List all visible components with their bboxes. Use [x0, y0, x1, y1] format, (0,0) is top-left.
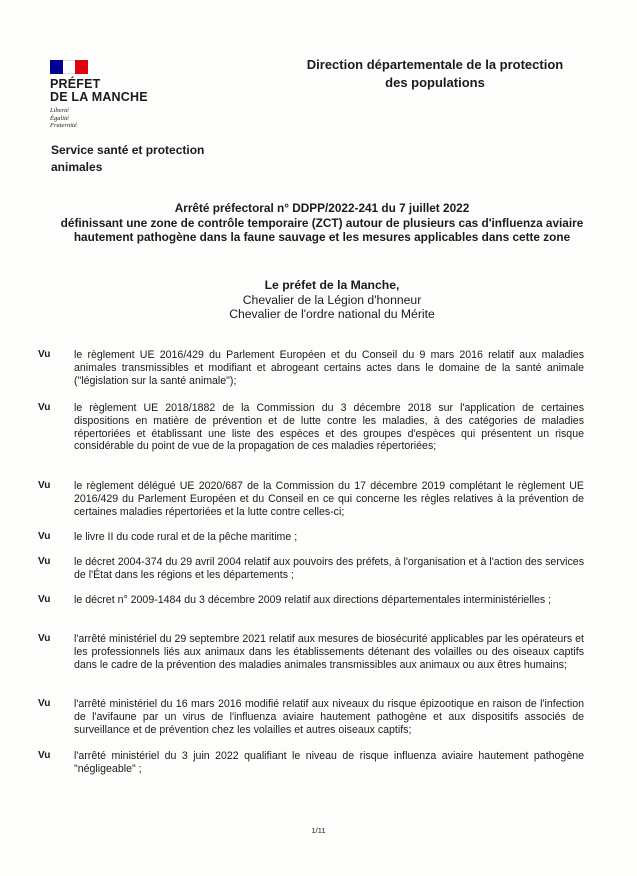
vu-keyword: Vu [38, 402, 51, 413]
vu-item [38, 349, 584, 387]
vu-item [38, 531, 584, 544]
vu-text: l'arrêté ministériel du 3 juin 2022 qualifiant le niveau de risque influenza aviaire hautement pathogène "négligeable" ; [74, 750, 584, 775]
vu-text: le décret 2004-374 du 29 avril 2004 relatif aux pouvoirs des préfets, à l'organisation et à l'action des services de l'État dans les régions et les départements ; [74, 556, 584, 581]
vu-keyword: Vu [38, 698, 51, 709]
vu-item [38, 480, 584, 518]
prefet-name: Le préfet de la Manche, [264, 278, 400, 292]
vu-text: le décret n° 2009-1484 du 3 décembre 2009 relatif aux directions départementales interministérielles ; [74, 594, 552, 606]
devise [50, 107, 170, 130]
arrete-subject: définissant une zone de contrôle temporaire (ZCT) autour de plusieurs cas d'influenza aviaire hautement pathogène dans la faune sauvage et les mesures applicables dans cette zone [60, 215, 584, 244]
vu-item [38, 633, 584, 671]
vu-item [38, 698, 584, 736]
vu-item [38, 594, 584, 607]
vu-text: le règlement délégué UE 2020/687 de la Commission du 17 décembre 2019 complétant le règlement UE 2016/429 du Parlement Européen et du Conseil en ce qui concerne les règles relatives à la prévention de certaines maladies répertoriées et la lutte contre celles-ci; [74, 480, 584, 518]
vu-keyword: Vu [38, 480, 51, 491]
vu-text: le règlement UE 2016/429 du Parlement Européen et du Conseil du 9 mars 2016 relatif aux maladies animales transmissibles et modifiant et abrogeant certains actes dans le domaine de la santé animale ("législation sur la santé animale"); [74, 349, 584, 387]
arrete-number: Arrêté préfectoral n° DDPP/2022-241 du 7 juillet 2022 [174, 201, 470, 215]
page-number: 1/11 [311, 826, 326, 835]
vu-keyword: Vu [38, 750, 51, 761]
tricolor-flag-icon [50, 60, 88, 74]
devise-egalite: Égalité [50, 114, 69, 122]
vu-keyword: Vu [38, 594, 51, 605]
vu-item [38, 750, 584, 776]
vu-text: le livre II du code rural et de la pêche maritime ; [74, 531, 298, 543]
devise-fraternite: Fraternité [50, 122, 77, 129]
vu-keyword: Vu [38, 349, 51, 360]
vu-text: l'arrêté ministériel du 16 mars 2016 modifié relatif aux niveaux du risque épizootique en raison de l'infection de l'avifaune par un virus de l'influenza aviaire hautement pathogène et aux dispositifs associés de surveillance et de prévention chez les volailles et autres oiseaux captifs; [74, 698, 584, 736]
vu-keyword: Vu [38, 556, 51, 567]
vu-item [38, 402, 584, 453]
prefet-signature-block [92, 278, 572, 322]
prefet-title-2: Chevalier de l'ordre national du Mérite [229, 307, 435, 321]
prefet-line-1: PRÉFET [50, 77, 101, 91]
arrete-title [52, 201, 592, 245]
vu-text: le règlement UE 2018/1882 de la Commission du 3 décembre 2018 sur l'application de certaines dispositions en matière de prévention et de lutte contre les maladies, à des catégories de maladies répertoriées et établissant une liste des espèces et des groupes d'espèces qui présentent un risque considérable du point de vue de la propagation de ces maladies répertoriées; [74, 402, 584, 453]
vu-keyword: Vu [38, 633, 51, 644]
vu-item [38, 556, 584, 582]
service-heading: Service santé et protection animales [51, 143, 205, 174]
marianne-logo [50, 60, 170, 130]
devise-liberte: Liberté [50, 107, 69, 114]
prefet-title-1: Chevalier de la Légion d'honneur [242, 292, 422, 307]
direction-heading: Direction départementale de la protection des populations [306, 57, 564, 90]
vu-text: l'arrêté ministériel du 29 septembre 2021 relatif aux mesures de biosécurité applicables par les opérateurs et les professionnels liés aux animaux dans les établissements détenant des volailles ou des oiseaux captifs dans le cadre de la prévention des maladies animales transmissibles aux animaux ou aux êtres humains; [74, 633, 584, 671]
vu-keyword: Vu [38, 531, 51, 542]
prefet-line-2: DE LA MANCHE [50, 90, 148, 104]
